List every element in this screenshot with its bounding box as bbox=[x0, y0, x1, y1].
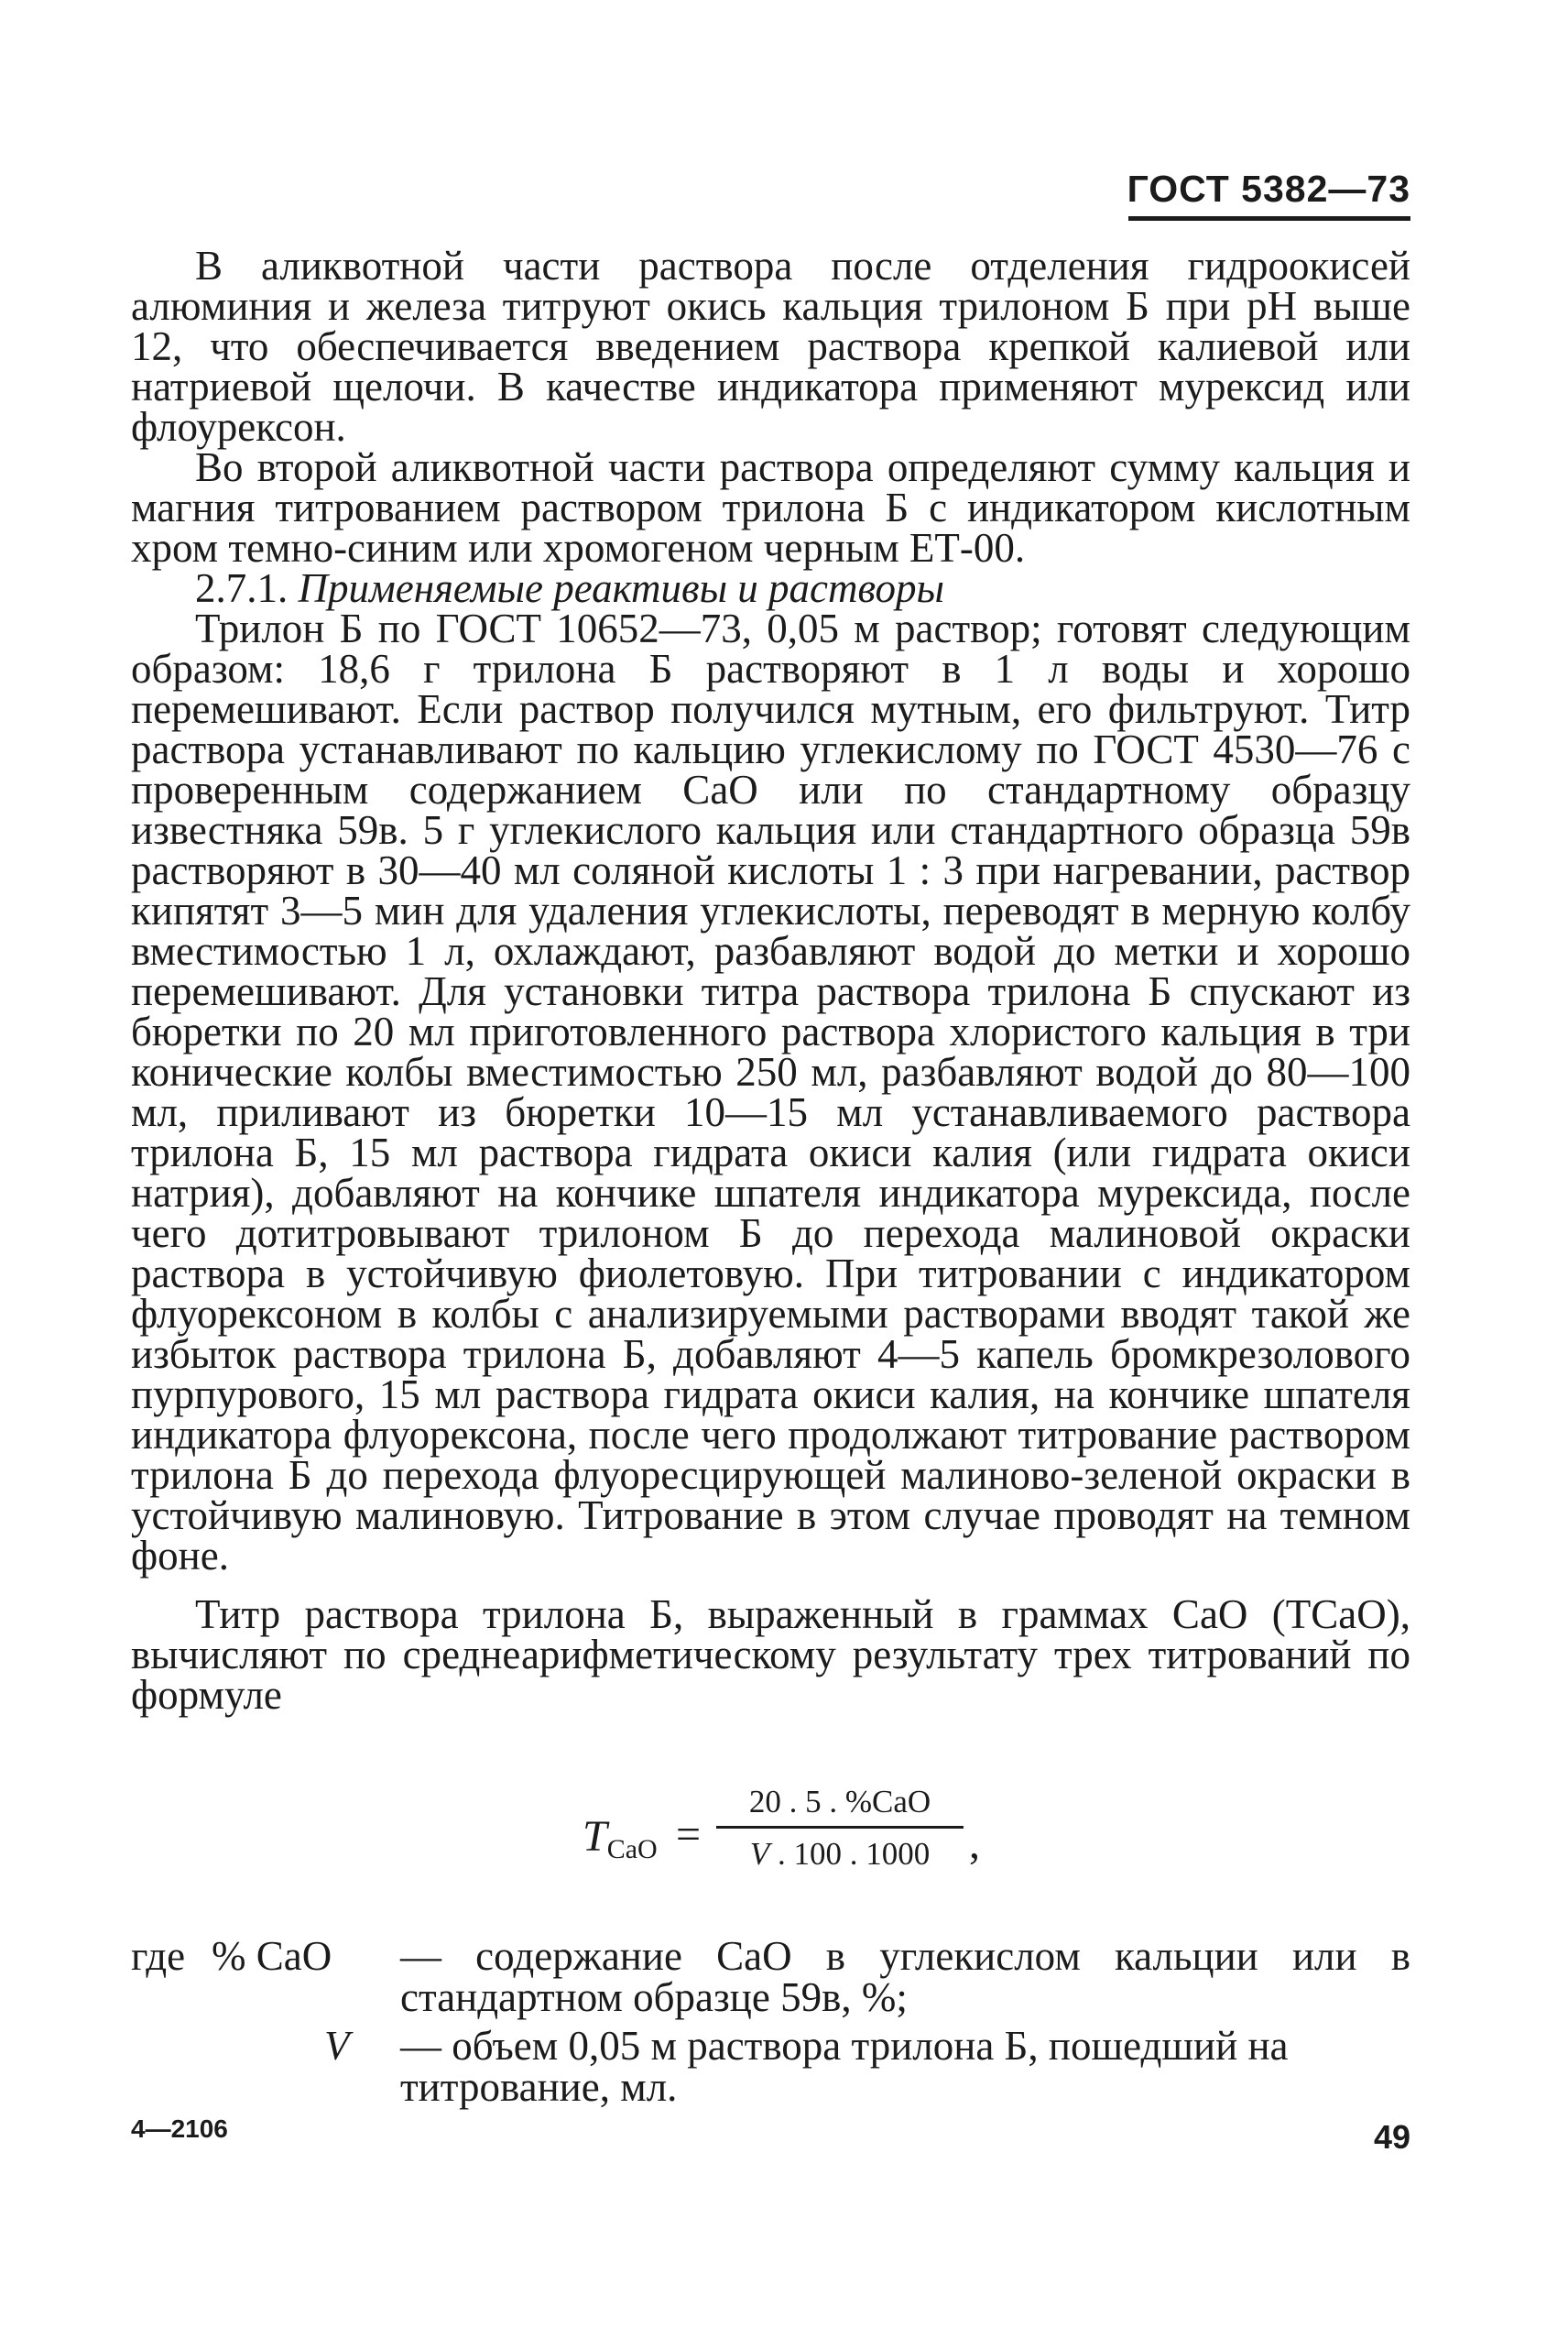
formula-denominator-rest: . 100 . 1000 bbox=[777, 1836, 931, 1872]
definition-cao bbox=[131, 1933, 1410, 2020]
formula-lhs-symbol: T bbox=[583, 1812, 607, 1861]
subsection-title: Применяемые реактивы и растворы bbox=[298, 565, 944, 611]
standard-code-header: ГОСТ 5382—73 bbox=[1127, 168, 1410, 210]
definition-term-cao: % CaO bbox=[212, 1933, 332, 1979]
formula-equals: = bbox=[676, 1810, 702, 1859]
where-word: где bbox=[131, 1933, 186, 1979]
formula-trailing-comma: , bbox=[969, 1819, 980, 1868]
definition-desc-v: — объем 0,05 м раствора трилона Б, пошедший на титрование, мл. bbox=[400, 2023, 1289, 2110]
footer-print-code: 4—2106 bbox=[131, 2114, 228, 2143]
formula-lhs-subscript: CaO bbox=[606, 1834, 658, 1864]
paragraph-trilon-preparation: Трилон Б по ГОСТ 10652—73, 0,05 м раствор; готовят следующим образом: 18,6 г трилона Б растворяют в 1 л воды и хорошо перемешивают. Если раствор получился мутным, его фильтруют. Титр раствора устанавливают по кальцию углекислому по ГОСТ 4530—76 с проверенным содержанием СаО или по стандартному образцу известняка 59в. 5 г углекислого кальция или стандартного образца 59в растворяют в 30—40 мл соляной кислоты 1 : 3 при нагревании, раствор кипятят 3—5 мин для удаления углекислоты, переводят в мерную колбу вместимостью 1 л, охлаждают, разбавляют водой до метки и хорошо перемешивают. Для установки титра раствора трилона Б спускают из бюретки по 20 мл приготовленного раствора хлористого кальция в три конические колбы вместимостью 250 мл, разбавляют водой до 80—100 мл, приливают из бюретки 10—15 мл устанавливаемого раствора трилона Б, 15 мл раствора гидрата окиси калия (или гидрата окиси натрия), добавляют на кончике шпателя индикатора мурексида, после чего дотитровывают трилоном Б до перехода малиновой окраски раствора в устойчивую фиолетовую. При титровании с индикатором флуорексоном в колбы с анализируемыми растворами вводят такой же избыток раствора трилона Б, добавляют 4—5 капель бромкрезолового пурпурового, 15 мл раствора гидрата окиси калия, на кончике шпателя индикатора флуорексона, после чего продолжают титрование раствором трилона Б до перехода флуоресцирующей малиново-зеленой окраски в устойчивую малиновую. Титрование в этом случае проводят на темном фоне. bbox=[131, 606, 1410, 1579]
titer-formula bbox=[0, 1782, 1568, 1883]
formula-denominator bbox=[716, 1834, 964, 1874]
definition-v bbox=[131, 2023, 1410, 2110]
variable-definitions bbox=[131, 1933, 1410, 2110]
definition-desc-cao: — содержание СаО в углекислом кальции или в стандартном образце 59в, %; bbox=[400, 1933, 1410, 2020]
formula-lhs bbox=[583, 1811, 658, 1865]
formula-fraction bbox=[716, 1782, 964, 1874]
paragraph-titer-intro: Титр раствора трилона Б, выраженный в граммах СаО (TCaO), вычисляют по среднеарифметическому результату трех титрований по формуле bbox=[131, 1591, 1410, 1718]
header-underline bbox=[1128, 216, 1410, 221]
paragraph-aliquot-calcium: В аликвотной части раствора после отделения гидроокисей алюминия и железа титруют окись кальция трилоном Б при рН выше 12, что обеспечивается введением раствора крепкой калиевой или натриевой щелочи. В качестве индикатора применяют мурексид или флоурексон. bbox=[131, 243, 1410, 450]
definition-term-v: V bbox=[324, 2023, 350, 2069]
page-number: 49 bbox=[1373, 2118, 1410, 2156]
main-text bbox=[131, 243, 1410, 1718]
formula-numerator: 20 . 5 . %CaO bbox=[748, 1784, 931, 1819]
formula-denominator-variable: V bbox=[749, 1836, 770, 1872]
formula-fraction-bar bbox=[716, 1826, 964, 1829]
subsection-heading bbox=[131, 565, 1410, 611]
paragraph-aliquot-magnesium: Во второй аликвотной части раствора определяют сумму кальция и магния титрованием раствором трилона Б с индикатором кислотным хром темно-синим или хромогеном черным ЕТ-00. bbox=[131, 444, 1410, 571]
subsection-number: 2.7.1. bbox=[195, 565, 289, 611]
